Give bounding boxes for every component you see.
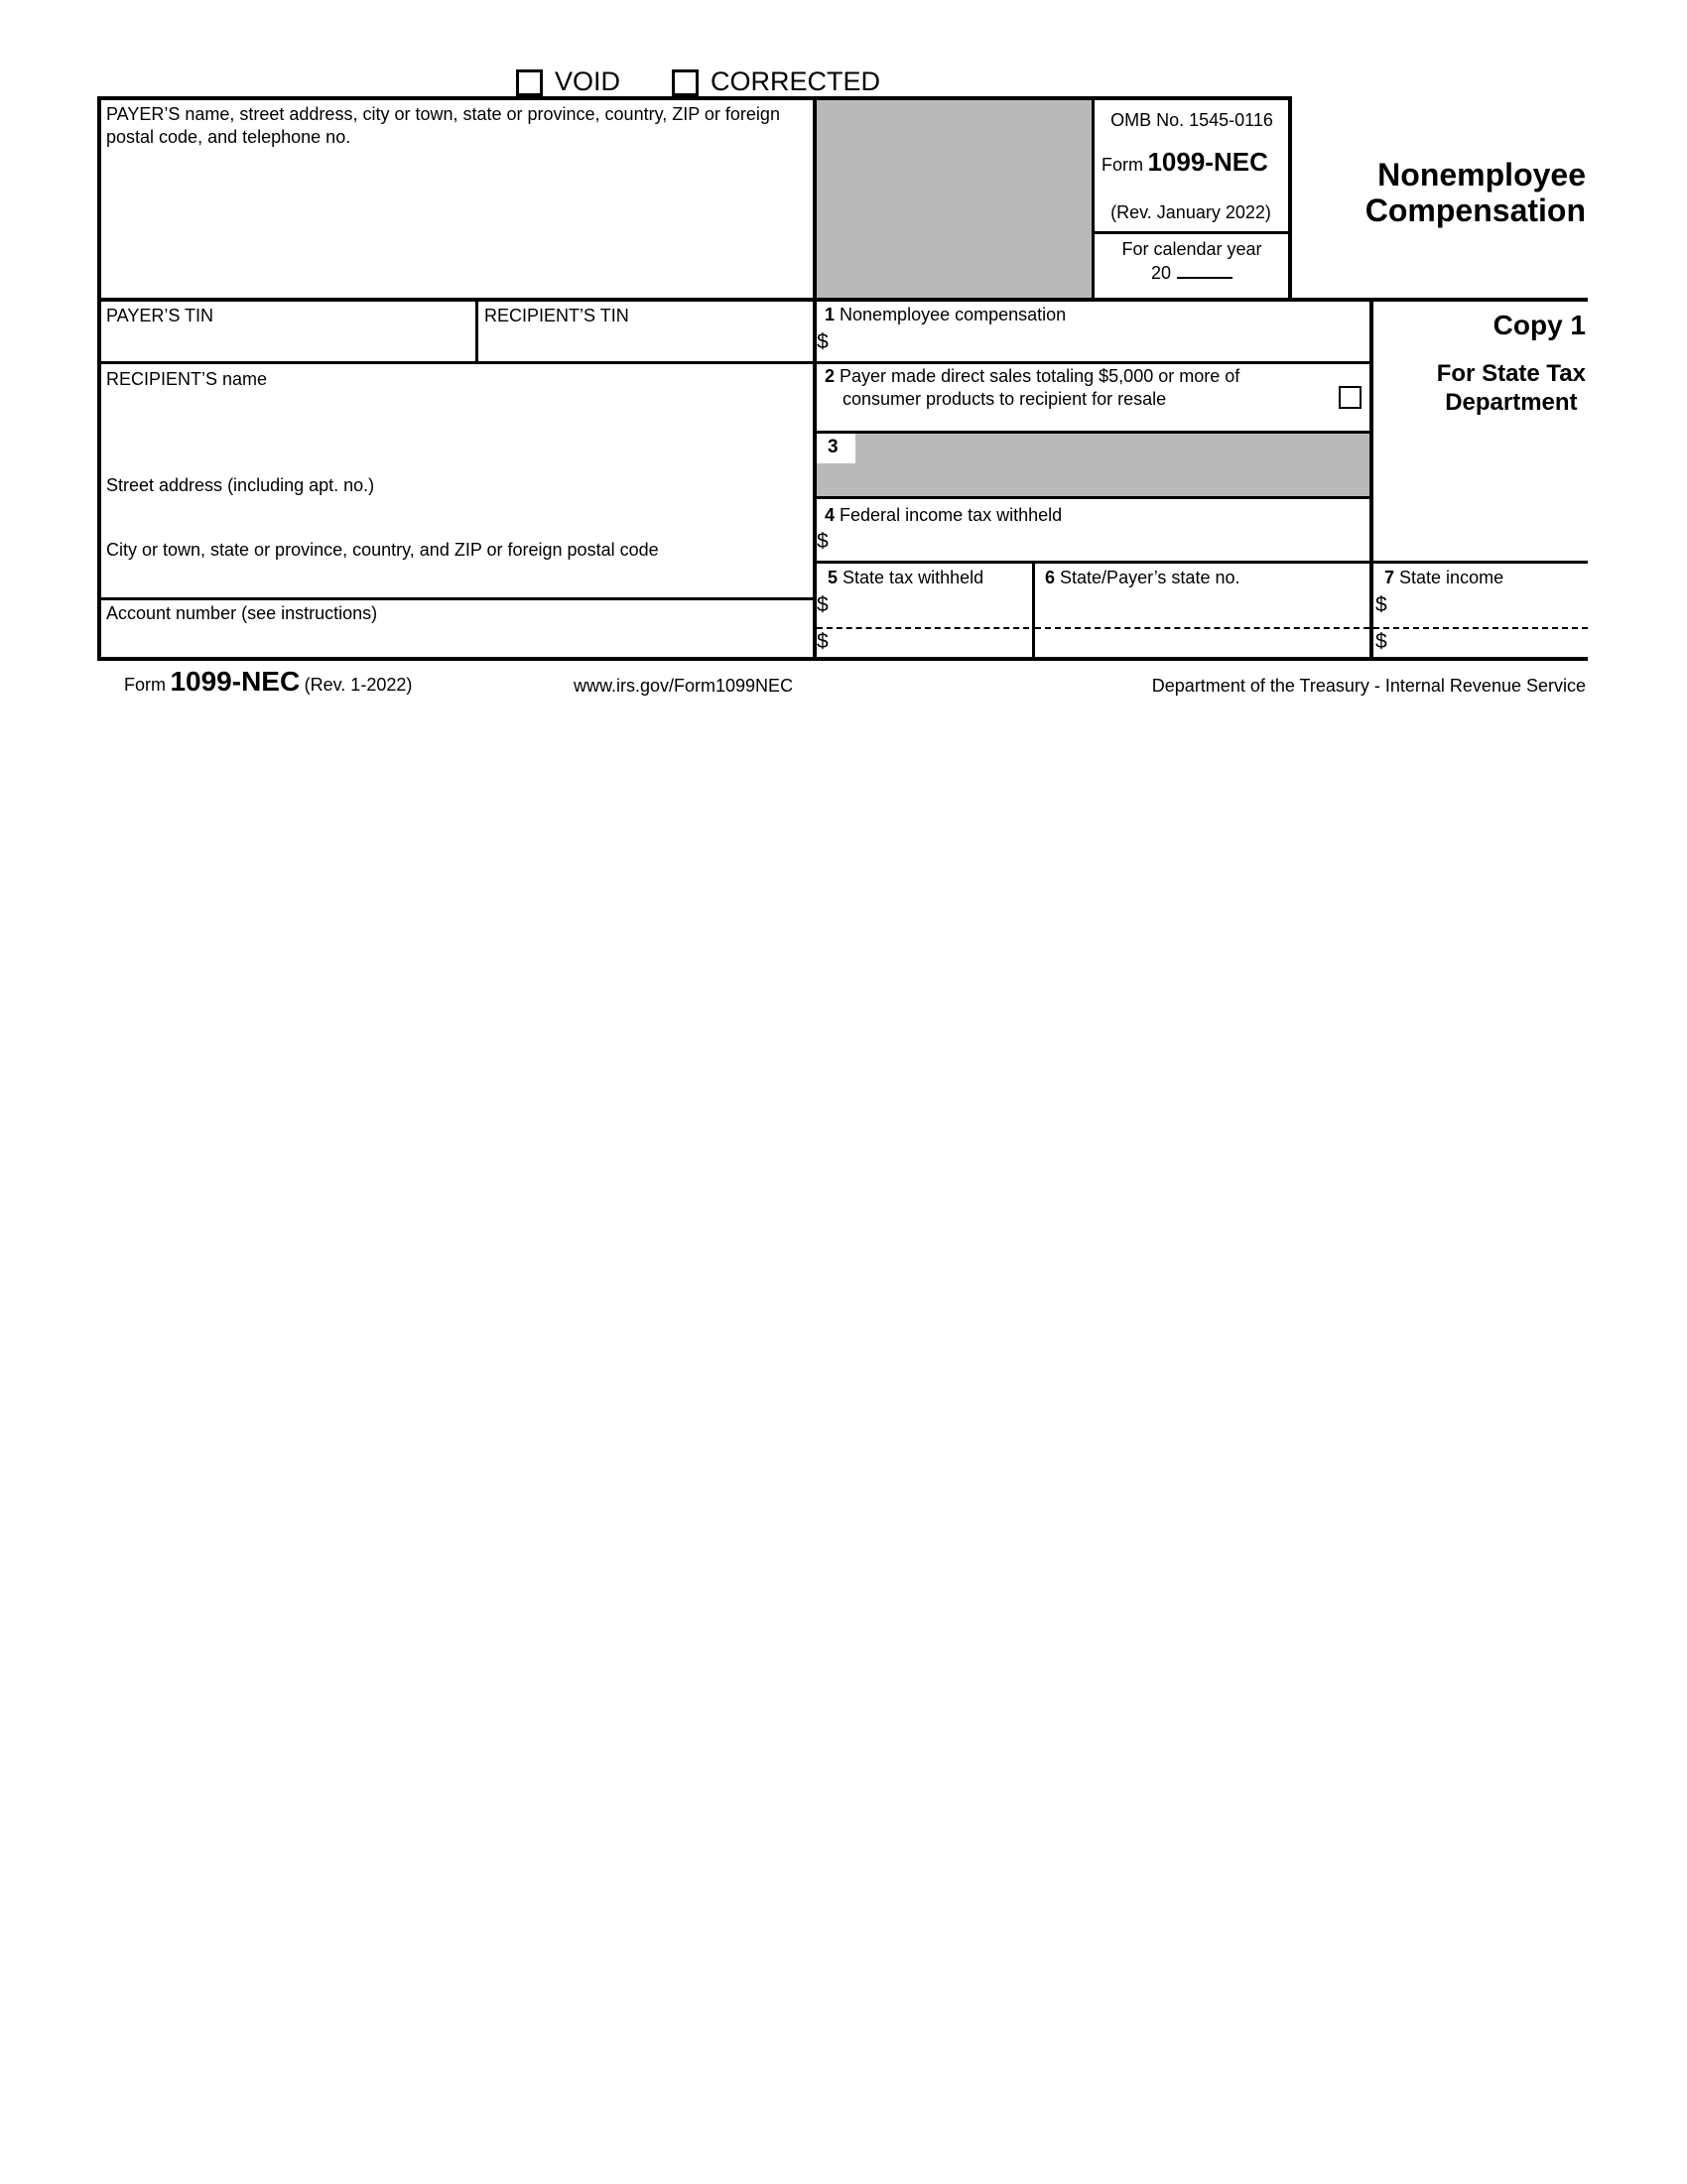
year-blank-field[interactable] <box>1177 261 1233 279</box>
form-title <box>1268 157 1586 228</box>
box6-number: 6 <box>1045 568 1056 587</box>
omb-form-word: Form <box>1102 155 1143 175</box>
copy-recipient-line2: Department <box>1445 389 1578 416</box>
footer-revision: (Rev. 1-2022) <box>304 675 413 695</box>
box4-amount-field[interactable] <box>839 529 1364 557</box>
border-left <box>97 96 101 661</box>
box7-label-text: State income <box>1399 568 1504 587</box>
box1-amount-field[interactable] <box>839 329 1364 359</box>
box2-number: 2 <box>825 366 836 386</box>
border-omb-divider <box>1092 231 1292 234</box>
corrected-checkbox[interactable] <box>672 69 699 96</box>
box2-label <box>825 365 1239 388</box>
box5-amount-field-1[interactable] <box>839 592 1027 624</box>
account-number-label: Account number (see instructions) <box>106 603 378 623</box>
box7-dollar-sign-1: $ <box>1375 593 1387 616</box>
border-bottom <box>97 657 1588 661</box>
border-copy-column <box>1369 298 1373 661</box>
box5-amount-field-2[interactable] <box>839 629 1027 655</box>
box2-checkbox[interactable] <box>1339 386 1362 409</box>
void-label: VOID <box>555 66 621 96</box>
payer-tin-field[interactable] <box>103 327 472 359</box>
border-box567-top <box>813 561 1588 564</box>
box5-dollar-sign-2: $ <box>817 630 829 653</box>
calendar-year-row <box>1095 261 1289 285</box>
form-title-line1: Nonemployee <box>1377 157 1586 193</box>
box1-dollar-sign: $ <box>817 330 829 353</box>
box1-label-text: Nonemployee compensation <box>840 305 1067 324</box>
box4-label-text: Federal income tax withheld <box>840 505 1063 525</box>
omb-form-number: 1099-NEC <box>1147 147 1268 177</box>
footer-agency: Department of the Treasury - Internal Revenue Service <box>1151 676 1586 696</box>
box4-label <box>825 504 1062 527</box>
form-title-line2: Compensation <box>1364 193 1586 228</box>
street-address-field[interactable] <box>103 498 808 536</box>
box6-label-text: State/Payer’s state no. <box>1060 568 1240 587</box>
footer-form-word: Form <box>124 675 166 695</box>
recipient-name-field[interactable] <box>103 393 808 467</box>
footer-url[interactable]: www.irs.gov/Form1099NEC <box>574 676 794 696</box>
border-box3-top <box>813 431 1373 434</box>
box2-label-line2: consumer products to recipient for resale <box>843 389 1167 409</box>
border-top <box>97 96 1292 100</box>
border-row2-top <box>97 298 1588 302</box>
box5-label-text: State tax withheld <box>843 568 984 587</box>
city-state-zip-label: City or town, state or province, country, and ZIP or foreign postal code <box>106 540 659 560</box>
border-box56-divider <box>1032 561 1035 660</box>
copy-recipient-line1: For State Tax <box>1436 360 1586 387</box>
year-prefix: 20 <box>1150 263 1172 283</box>
omb-revision-label: (Rev. January 2022) <box>1110 202 1271 222</box>
recipient-name-label: RECIPIENT’S name <box>106 369 268 389</box>
payer-tin-label: PAYER’S TIN <box>106 306 214 325</box>
void-checkbox[interactable] <box>516 69 543 96</box>
box3-shaded-area <box>816 434 1369 496</box>
border-tin-divider <box>475 299 478 364</box>
payer-info-label: PAYER’S name, street address, city or town, state or province, country, ZIP or foreign postal code, and telephone no. <box>106 104 780 147</box>
box1-label <box>825 304 1066 326</box>
recipient-tin-label: RECIPIENT’S TIN <box>484 306 629 325</box>
footer-form-number: 1099-NEC <box>170 666 301 697</box>
box7-amount-field-1[interactable] <box>1397 592 1586 624</box>
copy-label: Copy 1 <box>1492 310 1586 340</box>
calendar-year-label: For calendar year <box>1121 239 1262 259</box>
city-state-zip-field[interactable] <box>103 563 808 595</box>
footer-form-id <box>124 666 412 698</box>
copy-recipient-label <box>1437 359 1586 417</box>
box4-number: 4 <box>825 505 836 525</box>
border-box3-bottom <box>813 496 1373 499</box>
box7-label <box>1384 567 1503 589</box>
omb-form-title <box>1102 147 1268 178</box>
box6-state-field-1[interactable] <box>1040 592 1365 624</box>
omb-number-label: OMB No. 1545-0116 <box>1110 110 1273 130</box>
border-tin-bottom <box>97 361 1373 364</box>
box2-label-line1: Payer made direct sales totaling $5,000 or more of <box>840 366 1240 386</box>
street-address-label: Street address (including apt. no.) <box>106 475 375 495</box>
box1-number: 1 <box>825 305 836 324</box>
border-account-top <box>97 597 817 600</box>
box4-dollar-sign: $ <box>817 530 829 553</box>
payer-info-field[interactable] <box>103 154 808 293</box>
box7-dollar-sign-2: $ <box>1375 630 1387 653</box>
shaded-area-top <box>816 100 1092 298</box>
account-number-field[interactable] <box>103 625 810 655</box>
recipient-tin-field[interactable] <box>481 327 809 359</box>
box5-label <box>828 567 983 589</box>
corrected-label: CORRECTED <box>711 66 881 96</box>
box3-number: 3 <box>816 434 855 463</box>
border-middle-column <box>813 96 817 661</box>
box7-number: 7 <box>1384 568 1395 587</box>
box5-number: 5 <box>828 568 839 587</box>
box6-state-field-2[interactable] <box>1040 629 1365 655</box>
box7-amount-field-2[interactable] <box>1397 629 1586 655</box>
box6-label <box>1045 567 1239 589</box>
box5-dollar-sign-1: $ <box>817 593 829 616</box>
